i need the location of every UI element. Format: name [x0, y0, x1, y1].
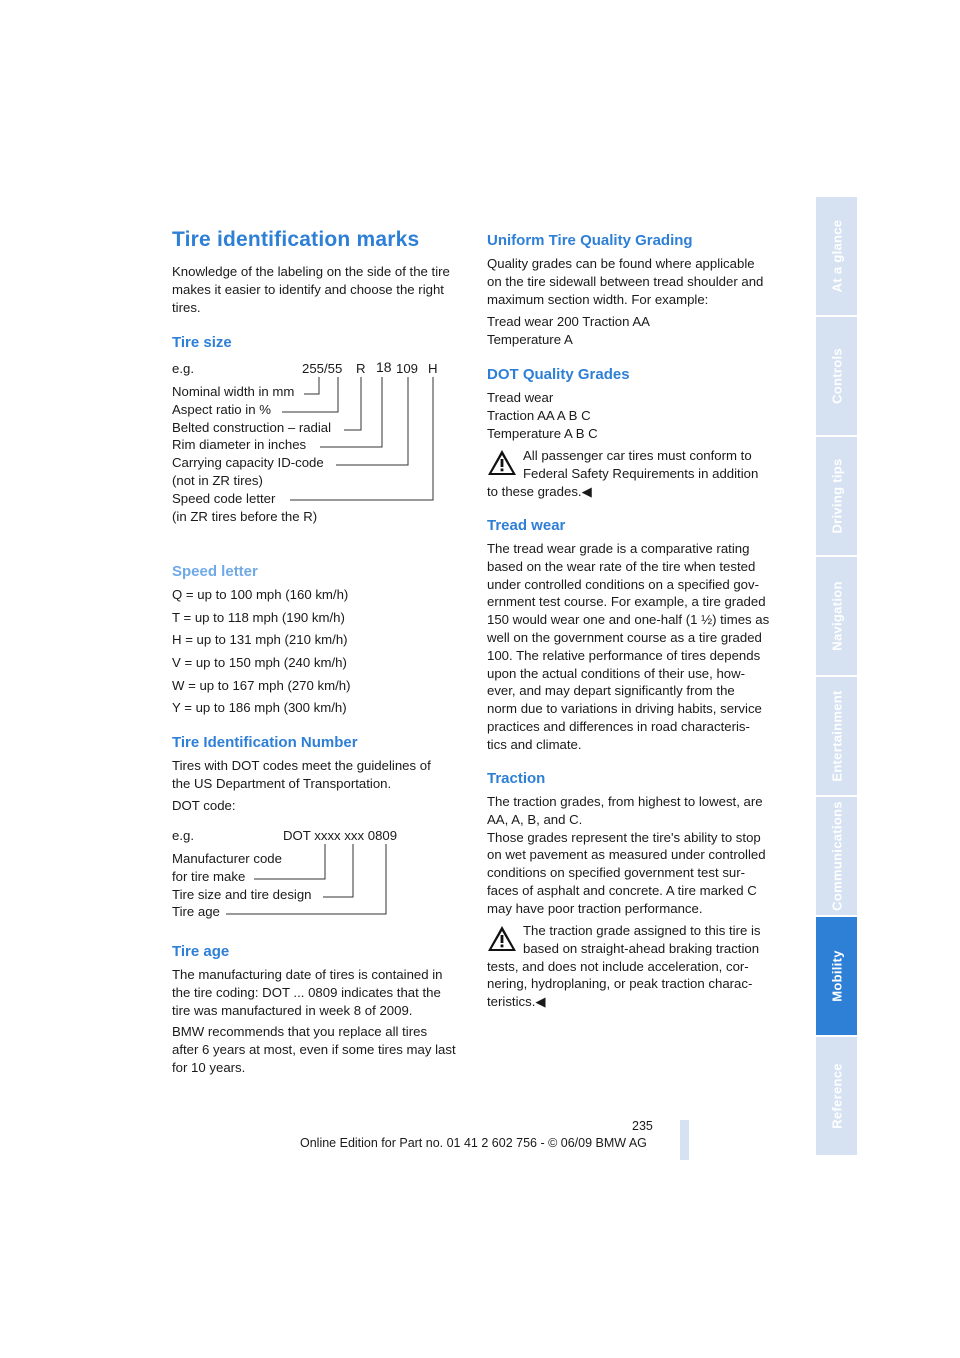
code-width-aspect: 255/55 — [302, 361, 343, 376]
tab-reference[interactable]: Reference — [816, 1037, 857, 1157]
eg-label: e.g. — [172, 828, 194, 843]
dot-code-leader-lines — [172, 827, 472, 927]
eg-label: e.g. — [172, 361, 194, 376]
intro-text: Knowledge of the labeling on the side of the tire makes it easier to identify and choose the right tires. — [172, 264, 450, 315]
list-item: Y = up to 186 mph (300 km/h) — [172, 700, 347, 716]
tab-at-a-glance[interactable]: At a glance — [816, 197, 857, 317]
utqg-text: Quality grades can be found where applicable on the tire sidewall between tread shoulder and maximum section width. For example: — [487, 256, 764, 307]
utqg-heading: Uniform Tire Quality Grading — [487, 232, 693, 249]
tab-driving-tips[interactable]: Driving tips — [816, 437, 857, 557]
list-item: T = up to 118 mph (190 km/h) — [172, 609, 345, 625]
traction-warning: The traction grade assigned to this tire is based on straight-ahead braking traction tests, and does not include acceleration, cor- nering, hydroplaning, or peak traction charac- teristics.◀ — [487, 923, 761, 1010]
tab-communications[interactable]: Communications — [816, 797, 857, 917]
page-number-bar — [680, 1120, 689, 1160]
code-rim: 18 — [376, 359, 392, 375]
speed-letter-list — [172, 586, 350, 722]
tab-controls[interactable]: Controls — [816, 317, 857, 437]
side-tabs — [816, 197, 857, 1157]
tin-text: Tires with DOT codes meet the guidelines of the US Department of Transportation. — [172, 758, 431, 791]
tire-size-leader-lines — [172, 360, 472, 530]
dot-code-label: DOT code: — [172, 798, 236, 813]
tread-wear-heading: Tread wear — [487, 517, 566, 534]
tire-size-heading: Tire size — [172, 334, 232, 351]
code-speed: H — [428, 361, 438, 376]
tab-entertainment[interactable]: Entertainment — [816, 677, 857, 797]
footer-text: Online Edition for Part no. 01 41 2 602 756 - © 06/09 BMW AG — [300, 1136, 647, 1150]
list-item: H = up to 131 mph (210 km/h) — [172, 632, 348, 648]
dot-code-labels: Manufacturer code for tire make Tire size and tire design Tire age — [172, 851, 312, 920]
traction-text: The traction grades, from highest to lowest, are AA, A, B, and C. Those grades represent the tire's ability to stop on wet pavement as measured under controlled conditions on specified government test sur- faces of asphalt and concrete. A tire marked C may have poor traction performance. — [487, 794, 766, 916]
tire-age-p1: The manufacturing date of tires is contained in the tire coding: DOT ... 0809 indicates that the tire was manufactured in week 8 of 2009. — [172, 967, 443, 1018]
traction-heading: Traction — [487, 770, 546, 787]
speed-letter-heading: Speed letter — [172, 563, 258, 580]
list-item: Q = up to 100 mph (160 km/h) — [172, 587, 349, 602]
code-load: 109 — [396, 361, 419, 376]
tire-age-p2: BMW recommends that you replace all tires after 6 years at most, even if some tires may last for 10 years. — [172, 1024, 456, 1075]
page-number: 235 — [632, 1119, 653, 1133]
tab-mobility[interactable]: Mobility — [816, 917, 857, 1037]
tread-wear-text: The tread wear grade is a comparative rating based on the wear rate of the tire when tested under controlled conditions on a specified gov- ernment test course. For example, a tire graded 150 would wear one and one-half (1 ½) times as well on the government course as a tire graded 100. The relative performance of tires depends upon the actual conditions of their use, how- ever, and may depart significantly from the norm due to variations in driving habits, service practices and differences in road characteris- tics and climate. — [487, 541, 770, 752]
dot-grades-warning: All passenger car tires must conform to Federal Safety Requirements in addition to these grades.◀ — [487, 448, 759, 499]
tin-heading: Tire Identification Number — [172, 734, 358, 751]
code-construction: R — [356, 361, 366, 376]
page-title: Tire identification marks — [172, 228, 420, 251]
list-item: W = up to 167 mph (270 km/h) — [172, 677, 351, 693]
tire-age-heading: Tire age — [172, 943, 230, 960]
dot-grades-heading: DOT Quality Grades — [487, 366, 630, 383]
list-item: V = up to 150 mph (240 km/h) — [172, 655, 347, 671]
tire-size-labels: Nominal width in mm Aspect ratio in % Belted construction – radial Rim diameter in inches Carrying capacity ID-code (not in ZR tires) Speed code letter (in ZR tires before the R) — [172, 384, 332, 524]
tab-navigation[interactable]: Navigation — [816, 557, 857, 677]
dot-code-diagram — [172, 827, 472, 927]
utqg-example: Tread wear 200 Traction AA Temperature A — [487, 314, 650, 347]
tire-size-diagram — [172, 360, 472, 530]
dot-code-example: DOT xxxx xxx 0809 — [283, 828, 398, 843]
dot-grades-lines: Tread wear Traction AA A B C Temperature A B C — [487, 390, 598, 441]
